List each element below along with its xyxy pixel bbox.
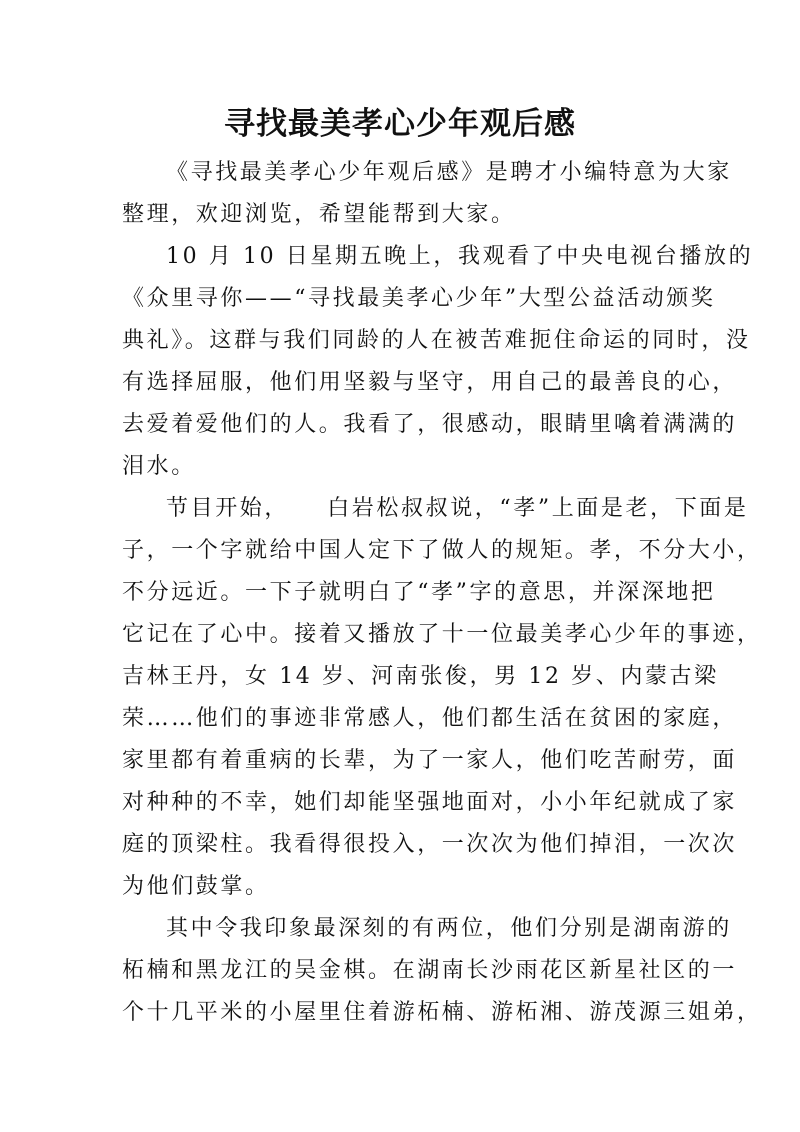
text-line: 《众里寻你——“寻找最美孝心少年”大型公益活动颁奖	[122, 286, 716, 311]
text-line: 整理，欢迎浏览，希望能帮到大家。	[122, 202, 516, 227]
document-title: 寻找最美孝心少年观后感	[224, 106, 576, 142]
text-line: 不分远近。一下子就明白了“孝”字的意思，并深深地把	[122, 580, 716, 605]
text-line: 典礼》。这群与我们同龄的人在被苦难扼住命运的同时，没	[122, 328, 751, 353]
text-line: 家里都有着重病的长辈，为了一家人，他们吃苦耐劳，面	[122, 748, 738, 773]
text-line: 有选择屈服，他们用坚毅与坚守，用自己的最善良的心，	[122, 370, 738, 395]
text-line: 《寻找最美孝心少年观后感》是聘才小编特意为大家	[166, 160, 732, 185]
text-line: 庭的顶梁柱。我看得很投入，一次次为他们掉泪，一次次	[122, 832, 738, 857]
document-body	[122, 152, 762, 1034]
text-line: 其中令我印象最深刻的有两位，他们分别是湖南游的	[166, 916, 732, 941]
text-line: 为他们鼓掌。	[122, 874, 270, 899]
text-line: 泪水。	[122, 454, 196, 479]
text-line: 荣……他们的事迹非常感人，他们都生活在贫困的家庭，	[122, 706, 738, 731]
text-line: 对种种的不幸，她们却能坚强地面对，小小年纪就成了家	[122, 790, 738, 815]
text-line: 节目开始， 白岩松叔叔说，“孝”上面是老，下面是	[166, 496, 749, 521]
text-line: 吉林王丹，女 14 岁、河南张俊，男 12 岁、内蒙古梁	[122, 664, 719, 689]
text-line: 子，一个字就给中国人定下了做人的规矩。孝，不分大小，	[122, 538, 762, 563]
text-line: 10 月 10 日星期五晚上，我观看了中央电视台播放的	[166, 244, 754, 269]
text-line: 柘楠和黑龙江的吴金棋。在湖南长沙雨花区新星社区的一	[122, 958, 738, 983]
text-line: 它记在了心中。接着又播放了十一位最美孝心少年的事迹，	[122, 622, 762, 647]
text-line: 去爱着爱他们的人。我看了，很感动，眼睛里噙着满满的	[122, 412, 738, 437]
text-line: 个十几平米的小屋里住着游柘楠、游柘湘、游茂源三姐弟，	[122, 1000, 762, 1025]
